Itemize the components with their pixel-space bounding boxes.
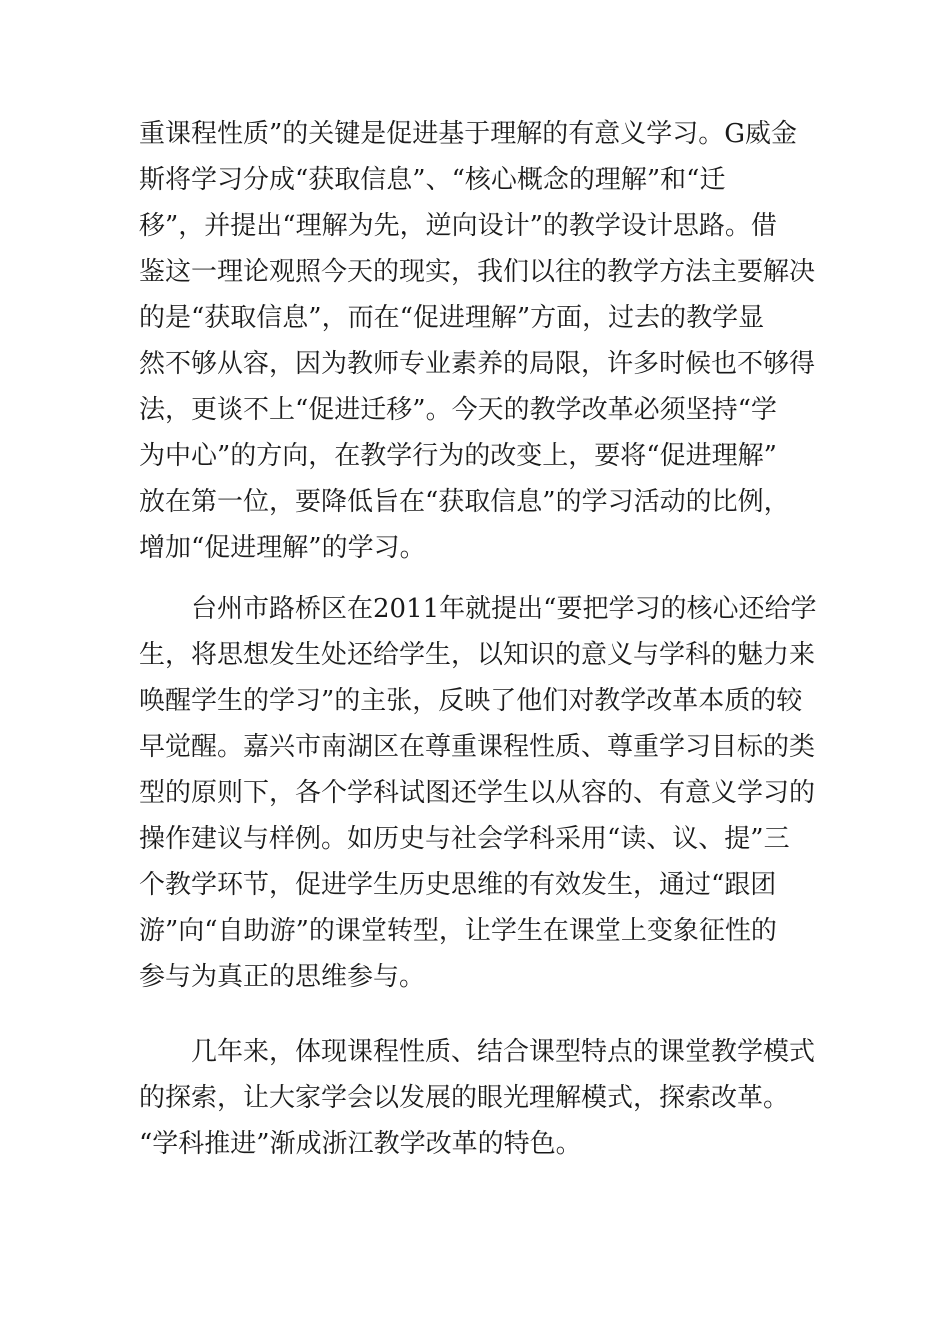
text-line: 法，更谈不上“促进迁移”。今天的教学改革必须坚持“学 — [139, 395, 777, 425]
text-line: 重课程性质”的关键是促进基于理解的有意义学习。G威金 — [139, 119, 798, 149]
text-line: 生，将思想发生处还给学生，以知识的意义与学科的魅力来 — [139, 640, 816, 670]
text-line: 操作建议与样例。如历史与社会学科采用“读、议、提”三 — [139, 824, 790, 854]
text-line: 参与为真正的思维参与。 — [139, 962, 426, 992]
paragraph-first-line: 几年来，体现课程性质、结合课型特点的课堂教学模式 — [191, 1037, 816, 1067]
text-line: 然不够从容，因为教师专业素养的局限，许多时候也不够得 — [139, 349, 816, 379]
text-line: 斯将学习分成“获取信息”、“核心概念的理解”和“迁 — [139, 165, 726, 195]
text-line: 移”，并提出“理解为先，逆向设计”的教学设计思路。借 — [139, 211, 777, 241]
text-line: 早觉醒。嘉兴市南湖区在尊重课程性质、尊重学习目标的类 — [139, 732, 816, 762]
text-line: 放在第一位，要降低旨在“获取信息”的学习活动的比例， — [139, 487, 790, 517]
text-line: 为中心”的方向，在教学行为的改变上，要将“促进理解” — [139, 441, 777, 471]
text-line: 唤醒学生的学习”的主张，反映了他们对教学改革本质的较 — [139, 686, 803, 716]
text-line: “学科推进”渐成浙江教学改革的特色。 — [139, 1129, 582, 1159]
text-line: 型的原则下，各个学科试图还学生以从容的、有意义学习的 — [139, 778, 816, 808]
paragraph-first-line: 台州市路桥区在2011年就提出“要把学习的核心还给学 — [191, 594, 817, 624]
text-line: 的探索，让大家学会以发展的眼光理解模式，探索改革。 — [139, 1083, 790, 1113]
text-line: 游”向“自助游”的课堂转型，让学生在课堂上变象征性的 — [139, 916, 777, 946]
text-line: 增加“促进理解”的学习。 — [139, 533, 426, 563]
text-line: 个教学环节，促进学生历史思维的有效发生，通过“跟团 — [139, 870, 777, 900]
text-line: 鉴这一理论观照今天的现实，我们以往的教学方法主要解决 — [139, 257, 816, 287]
text-line: 的是“获取信息”，而在“促进理解”方面，过去的教学显 — [139, 303, 765, 333]
